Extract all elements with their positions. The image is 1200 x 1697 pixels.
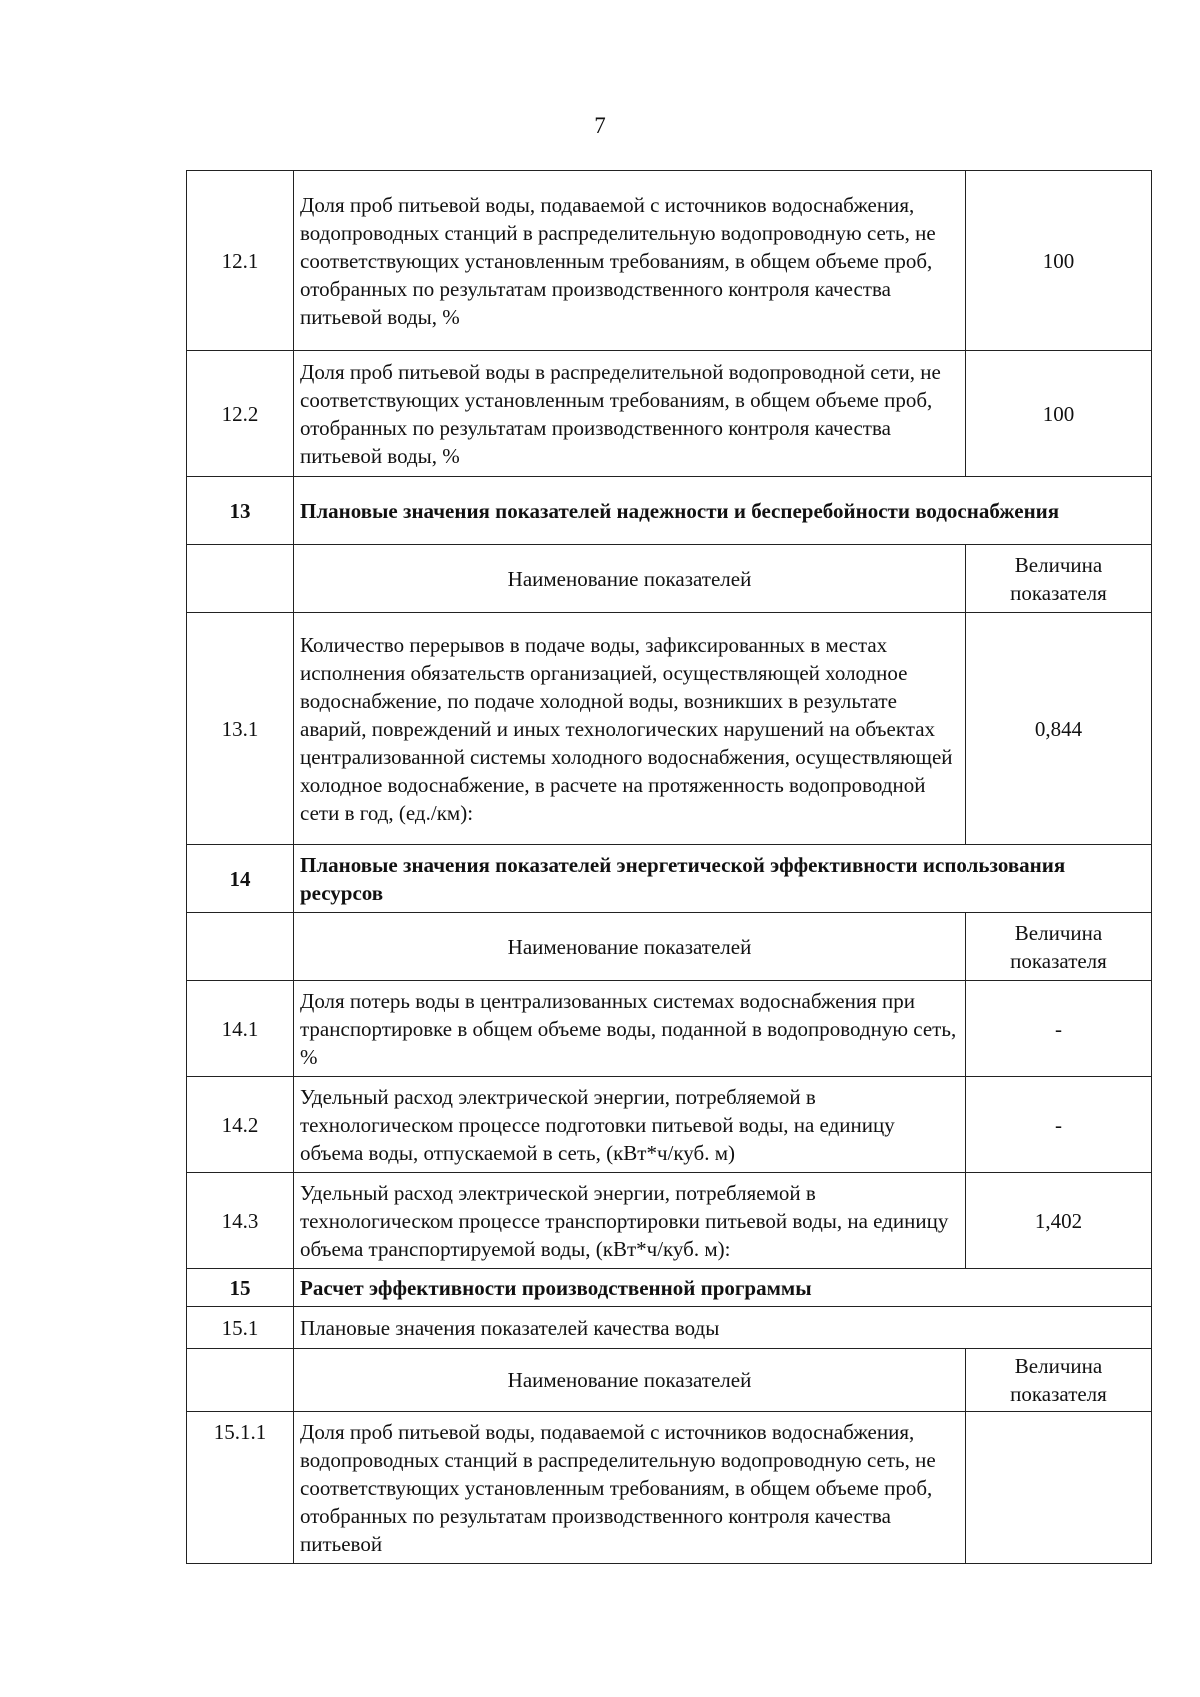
indicator-description: Доля потерь воды в централизованных системах водоснабжения при транспортировке в общем объеме воды, поданной в водопроводную сеть, %	[294, 981, 966, 1077]
table-row-13-1	[187, 613, 1152, 845]
section-number: 14	[187, 845, 294, 913]
column-header-row	[187, 545, 1152, 613]
indicator-description: Доля проб питьевой воды, подаваемой с источников водоснабжения, водопроводных станций в распределительную водопроводную сеть, не соответствующих установленным требованиям, в общем объеме проб, отобранных по результатам производственного контроля качества питьевой	[294, 1412, 966, 1564]
indicator-description: Количество перерывов в подаче воды, зафиксированных в местах исполнения обязательств организацией, осуществляющей холодное водоснабжение, по подаче холодной воды, возникших в результате аварий, повреждений и иных технологических нарушений на объектах централизованной системы холодного водоснабжения, осуществляющей холодное водоснабжение, в расчете на протяженность водопроводной сети в год, (ед./км):	[294, 613, 966, 845]
indicator-value: 0,844	[966, 613, 1152, 845]
section-title: Плановые значения показателей надежности и бесперебойности водоснабжения	[294, 477, 1152, 545]
header-number-cell	[187, 1349, 294, 1412]
row-number: 14.2	[187, 1077, 294, 1173]
section-row-14	[187, 845, 1152, 913]
indicator-description: Доля проб питьевой воды в распределительной водопроводной сети, не соответствующих установленным требованиям, в общем объеме проб, отобранных по результатам производственного контроля качества питьевой воды, %	[294, 351, 966, 477]
indicator-value: -	[966, 981, 1152, 1077]
indicator-description: Удельный расход электрической энергии, потребляемой в технологическом процессе подготовки питьевой воды, на единицу объема воды, отпускаемой в сеть, (кВт*ч/куб. м)	[294, 1077, 966, 1173]
header-number-cell	[187, 913, 294, 981]
column-header-row	[187, 1349, 1152, 1412]
table-row-14-2	[187, 1077, 1152, 1173]
indicators-table	[186, 170, 1152, 1564]
subsection-title: Плановые значения показателей качества воды	[294, 1307, 1152, 1349]
row-number: 15.1	[187, 1307, 294, 1349]
header-indicator-name: Наименование показателей	[294, 913, 966, 981]
header-indicator-value: Величина показателя	[966, 1349, 1152, 1412]
header-indicator-name: Наименование показателей	[294, 545, 966, 613]
table-row-14-3	[187, 1173, 1152, 1269]
header-number-cell	[187, 545, 294, 613]
page-number: 7	[594, 113, 606, 138]
table-row-15-1-1	[187, 1412, 1152, 1564]
section-number: 13	[187, 477, 294, 545]
indicator-value	[966, 1412, 1152, 1564]
section-title: Плановые значения показателей энергетической эффективности использования ресурсов	[294, 845, 1152, 913]
section-row-13	[187, 477, 1152, 545]
section-title: Расчет эффективности производственной программы	[294, 1269, 1152, 1307]
header-indicator-name: Наименование показателей	[294, 1349, 966, 1412]
header-indicator-value: Величина показателя	[966, 913, 1152, 981]
section-number: 15	[187, 1269, 294, 1307]
column-header-row	[187, 913, 1152, 981]
indicator-description: Доля проб питьевой воды, подаваемой с источников водоснабжения, водопроводных станций в распределительную водопроводную сеть, не соответствующих установленным требованиям, в общем объеме проб, отобранных по результатам производственного контроля качества питьевой воды, %	[294, 171, 966, 351]
table-row-12-1	[187, 171, 1152, 351]
row-number: 12.1	[187, 171, 294, 351]
header-indicator-value: Величина показателя	[966, 545, 1152, 613]
indicator-value: 100	[966, 171, 1152, 351]
section-row-15	[187, 1269, 1152, 1307]
indicator-value: -	[966, 1077, 1152, 1173]
row-number: 15.1.1	[187, 1412, 294, 1564]
row-number: 14.1	[187, 981, 294, 1077]
indicator-description: Удельный расход электрической энергии, потребляемой в технологическом процессе транспортировки питьевой воды, на единицу объема транспортируемой воды, (кВт*ч/куб. м):	[294, 1173, 966, 1269]
table-row-14-1	[187, 981, 1152, 1077]
row-number: 14.3	[187, 1173, 294, 1269]
row-number: 13.1	[187, 613, 294, 845]
indicator-value: 100	[966, 351, 1152, 477]
subsection-row-15-1	[187, 1307, 1152, 1349]
row-number: 12.2	[187, 351, 294, 477]
indicator-value: 1,402	[966, 1173, 1152, 1269]
table-row-12-2	[187, 351, 1152, 477]
